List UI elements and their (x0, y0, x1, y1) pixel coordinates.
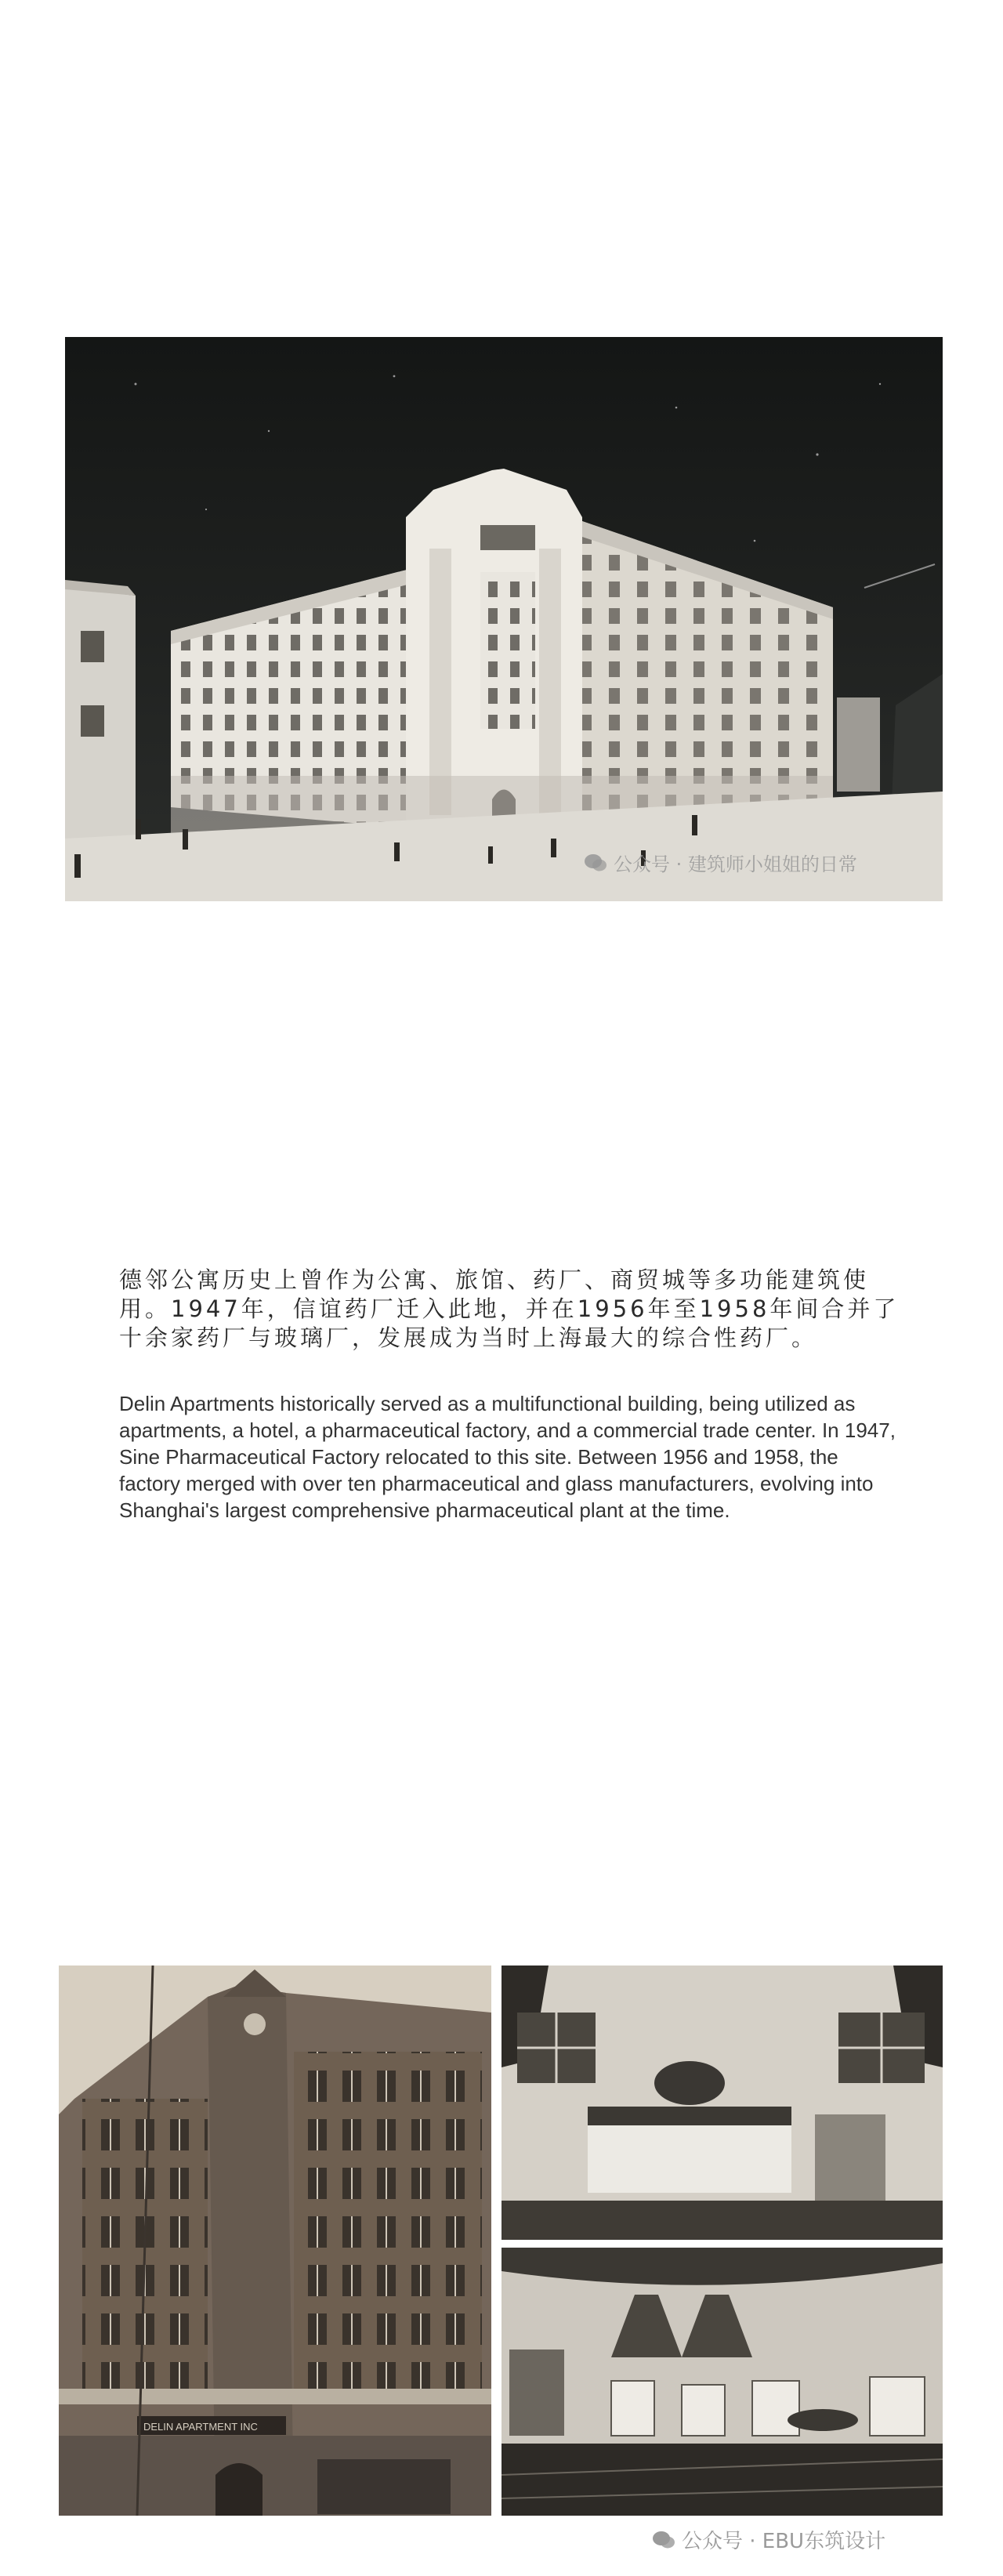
historic-bedroom-interior-photo-icon (502, 1966, 943, 2240)
watermark-bottom-text: 公众号 · EBU东筑设计 (682, 2530, 886, 2553)
watermark-top (584, 849, 857, 876)
description-zh: 德邻公寓历史上曾作为公寓、旅馆、药厂、商贸城等多功能建筑使用。1947年，信谊药厂迁入此地，并在1956年至1958年间合并了十余家药厂与玻璃厂，发展成为当时上海最大的综合性药厂。 (119, 1266, 900, 1351)
building-photo (59, 1966, 491, 2516)
description-en: Delin Apartments historically served as a multifunctional building, being utilized as apartments, a hotel, a pharmaceutical factory, and a commercial trade center. In 1947, Sine Pharmaceutical Factory relocated to this site. Between 1956 and 1958, the factory merged with over ten pharmaceutical and glass manufacturers, evolving into Shanghai's largest comprehensive pharmaceutical plant at the time. (119, 1392, 896, 1522)
delin-apartments-night-sketch-icon (65, 337, 943, 901)
description-block (119, 1266, 903, 1523)
wechat-icon (652, 2531, 675, 2549)
lounge-photo (502, 2248, 943, 2516)
historic-lounge-interior-photo-icon (502, 2248, 943, 2516)
hero-photo (65, 337, 943, 901)
wechat-icon (584, 853, 607, 872)
delin-apartments-street-corner-photo-icon (59, 1966, 491, 2516)
watermark-bottom (652, 2525, 885, 2554)
watermark-top-text: 公众号 · 建筑师小姐姐的日常 (614, 853, 857, 875)
bedroom-photo (502, 1966, 943, 2240)
building-sign-text: DELIN APARTMENT INC (143, 2421, 258, 2433)
